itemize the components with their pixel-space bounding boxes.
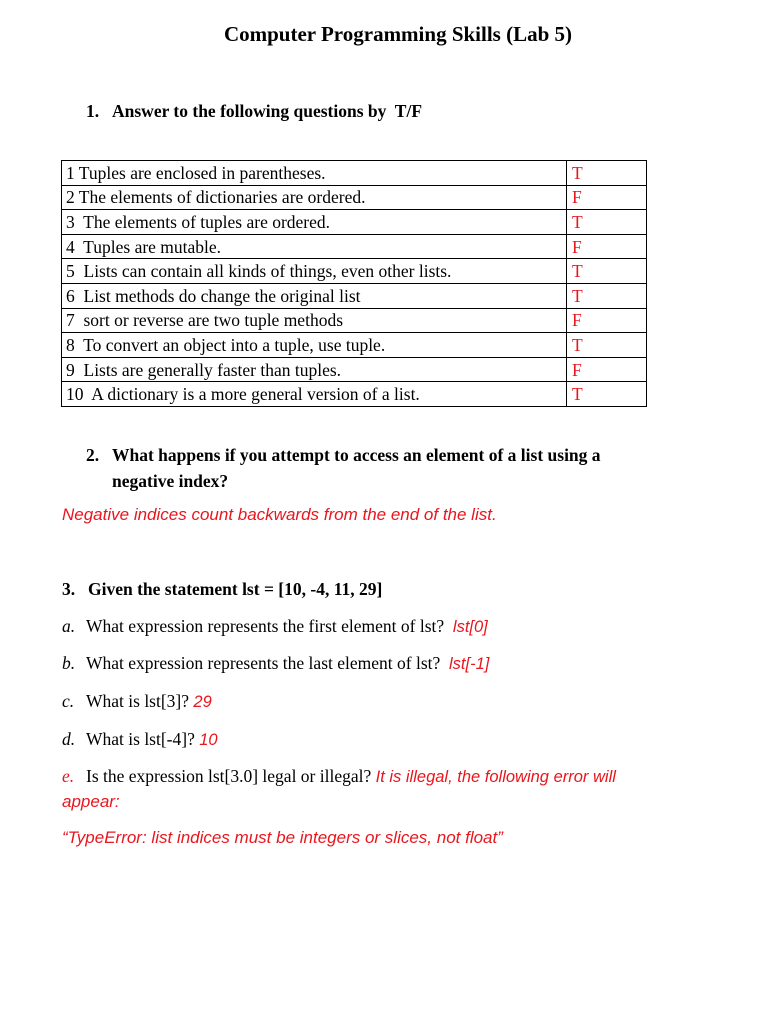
statement-cell: 3 The elements of tuples are ordered. (62, 210, 567, 235)
table-row (62, 161, 647, 186)
question-3b (62, 650, 489, 677)
table-row (62, 259, 647, 284)
table-row (62, 234, 647, 259)
item-answer: lst[0] (452, 618, 488, 636)
question-2-answer: Negative indices count backwards from the end of the list. (62, 505, 497, 524)
item-question: What is lst[3]? (86, 691, 190, 711)
item-answer: 10 (199, 731, 218, 749)
answer-cell: F (567, 308, 647, 333)
item-answer: lst[-1] (449, 655, 490, 673)
item-question: What expression represents the first element of lst? (86, 616, 445, 636)
statement-cell: 9 Lists are generally faster than tuples. (62, 357, 567, 382)
item-answer: 29 (193, 693, 212, 711)
answer-cell: T (567, 259, 647, 284)
table-row (62, 357, 647, 382)
item-letter: c. (62, 691, 75, 711)
question-3e-answer-continued: appear: (62, 792, 120, 811)
question-2-number: 2. (86, 445, 100, 465)
statement-cell: 4 Tuples are mutable. (62, 234, 567, 259)
answer-cell: F (567, 234, 647, 259)
question-1 (86, 98, 726, 124)
question-3d (62, 726, 218, 753)
table-row (62, 382, 647, 407)
answer-cell: T (567, 210, 647, 235)
item-letter: a. (62, 616, 76, 636)
table-row (62, 185, 647, 210)
question-3 (62, 576, 722, 602)
question-1-number: 1. (86, 101, 100, 121)
answer-cell: T (567, 161, 647, 186)
statement-cell: 5 Lists can contain all kinds of things, even other lists. (62, 259, 567, 284)
question-2-line-2: negative index? (112, 471, 229, 491)
table-row (62, 333, 647, 358)
question-2 (86, 442, 746, 494)
statement-cell: 2 The elements of dictionaries are ordered. (62, 185, 567, 210)
item-letter: d. (62, 729, 76, 749)
statement-cell: 1 Tuples are enclosed in parentheses. (62, 161, 567, 186)
question-3a (62, 613, 488, 640)
item-letter: e. (62, 766, 75, 786)
answer-cell: T (567, 283, 647, 308)
statement-cell: 7 sort or reverse are two tuple methods (62, 308, 567, 333)
item-question: What expression represents the last element of lst? (86, 653, 441, 673)
table-row (62, 283, 647, 308)
question-1-text: Answer to the following questions by T/F (112, 101, 423, 121)
answer-cell: F (567, 357, 647, 382)
question-3-number: 3. (62, 579, 76, 599)
question-3c (62, 688, 212, 715)
statement-cell: 10 A dictionary is a more general version of a list. (62, 382, 567, 407)
error-message: “TypeError: list indices must be integers or slices, not float” (62, 828, 503, 847)
page-title: Computer Programming Skills (Lab 5) (223, 22, 573, 46)
item-answer: It is illegal, the following error will (375, 768, 616, 786)
question-3-text: Given the statement lst = [10, -4, 11, 29] (88, 579, 383, 599)
question-2-line-1: What happens if you attempt to access an element of a list using a (112, 445, 601, 465)
answer-cell: F (567, 185, 647, 210)
item-question: Is the expression lst[3.0] legal or illegal? (86, 766, 372, 786)
statement-cell: 8 To convert an object into a tuple, use tuple. (62, 333, 567, 358)
item-letter: b. (62, 653, 76, 673)
question-3e (62, 763, 616, 790)
answer-cell: T (567, 382, 647, 407)
answer-cell: T (567, 333, 647, 358)
item-question: What is lst[-4]? (86, 729, 195, 749)
table-row (62, 210, 647, 235)
true-false-table (61, 160, 647, 407)
statement-cell: 6 List methods do change the original list (62, 283, 567, 308)
table-row (62, 308, 647, 333)
